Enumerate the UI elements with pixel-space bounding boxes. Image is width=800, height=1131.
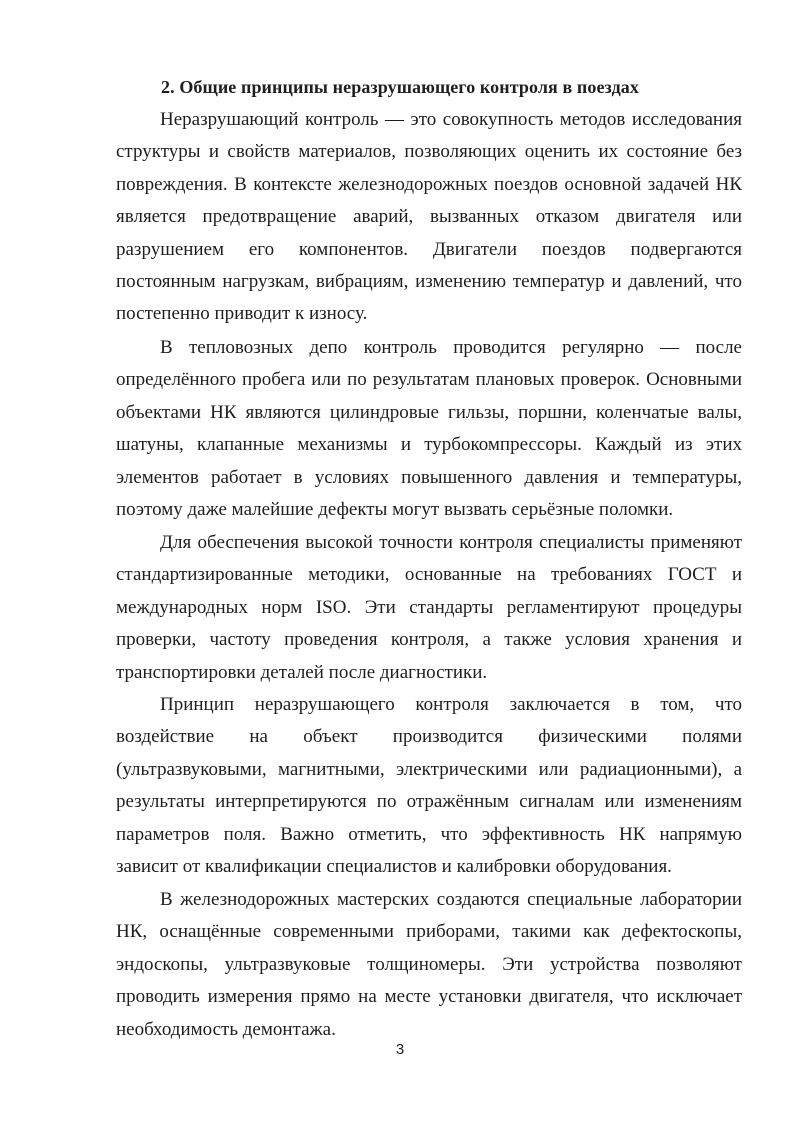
paragraph-depot-inspection: В тепловозных депо контроль проводится регулярно — после определённого пробега или по результатам плановых проверок. Основными объектами НК являются цилиндровые гильзы, поршни, коленчатые валы, шатуны, клапанные механизмы и турбокомпрессоры. Каждый из этих элементов работает в условиях повышенного давления и температуры, поэтому даже малейшие дефекты могут вызвать серьёзные поломки. [116,337,742,521]
paragraph-ndt-principle: Принцип неразрушающего контроля заключается в том, что воздействие на объект производится физическими полями (ультразвуковыми, магнитными, электрическими или радиационными), а результаты интерпретируются по отражённым сигналам или изменениям параметров поля. Важно отметить, что эффективность НК напрямую зависит от квалификации специалистов и калибровки оборудования. [116,694,742,878]
paragraph-laboratories: В железнодорожных мастерских создаются специальные лаборатории НК, оснащённые современными приборами, такими как дефектоскопы, эндоскопы, ультразвуковые толщиномеры. Эти устройства позволяют проводить измерения прямо на месте установки двигателя, что исключает необходимость демонтажа. [116,889,742,1040]
paragraph-standards: Для обеспечения высокой точности контроля специалисты применяют стандартизированные методики, основанные на требованиях ГОСТ и международных норм ISO. Эти стандарты регламентируют процедуры проверки, частоту проведения контроля, а также условия хранения и транспортировки деталей после диагностики. [116,532,742,683]
section-heading: 2. Общие принципы неразрушающего контроля в поездах [161,77,639,97]
page-number: 3 [395,1041,405,1058]
paragraph-ndt-definition: Неразрушающий контроль — это совокупность методов исследования структуры и свойств материалов, позволяющих оценить их состояние без повреждения. В контексте железнодорожных поездов основной задачей НК является предотвращение аварий, вызванных отказом двигателя или разрушением его компонентов. Двигатели поездов подвергаются постоянным нагрузкам, вибрациям, изменению температур и давлений, что постепенно приводит к износу. [116,109,742,325]
